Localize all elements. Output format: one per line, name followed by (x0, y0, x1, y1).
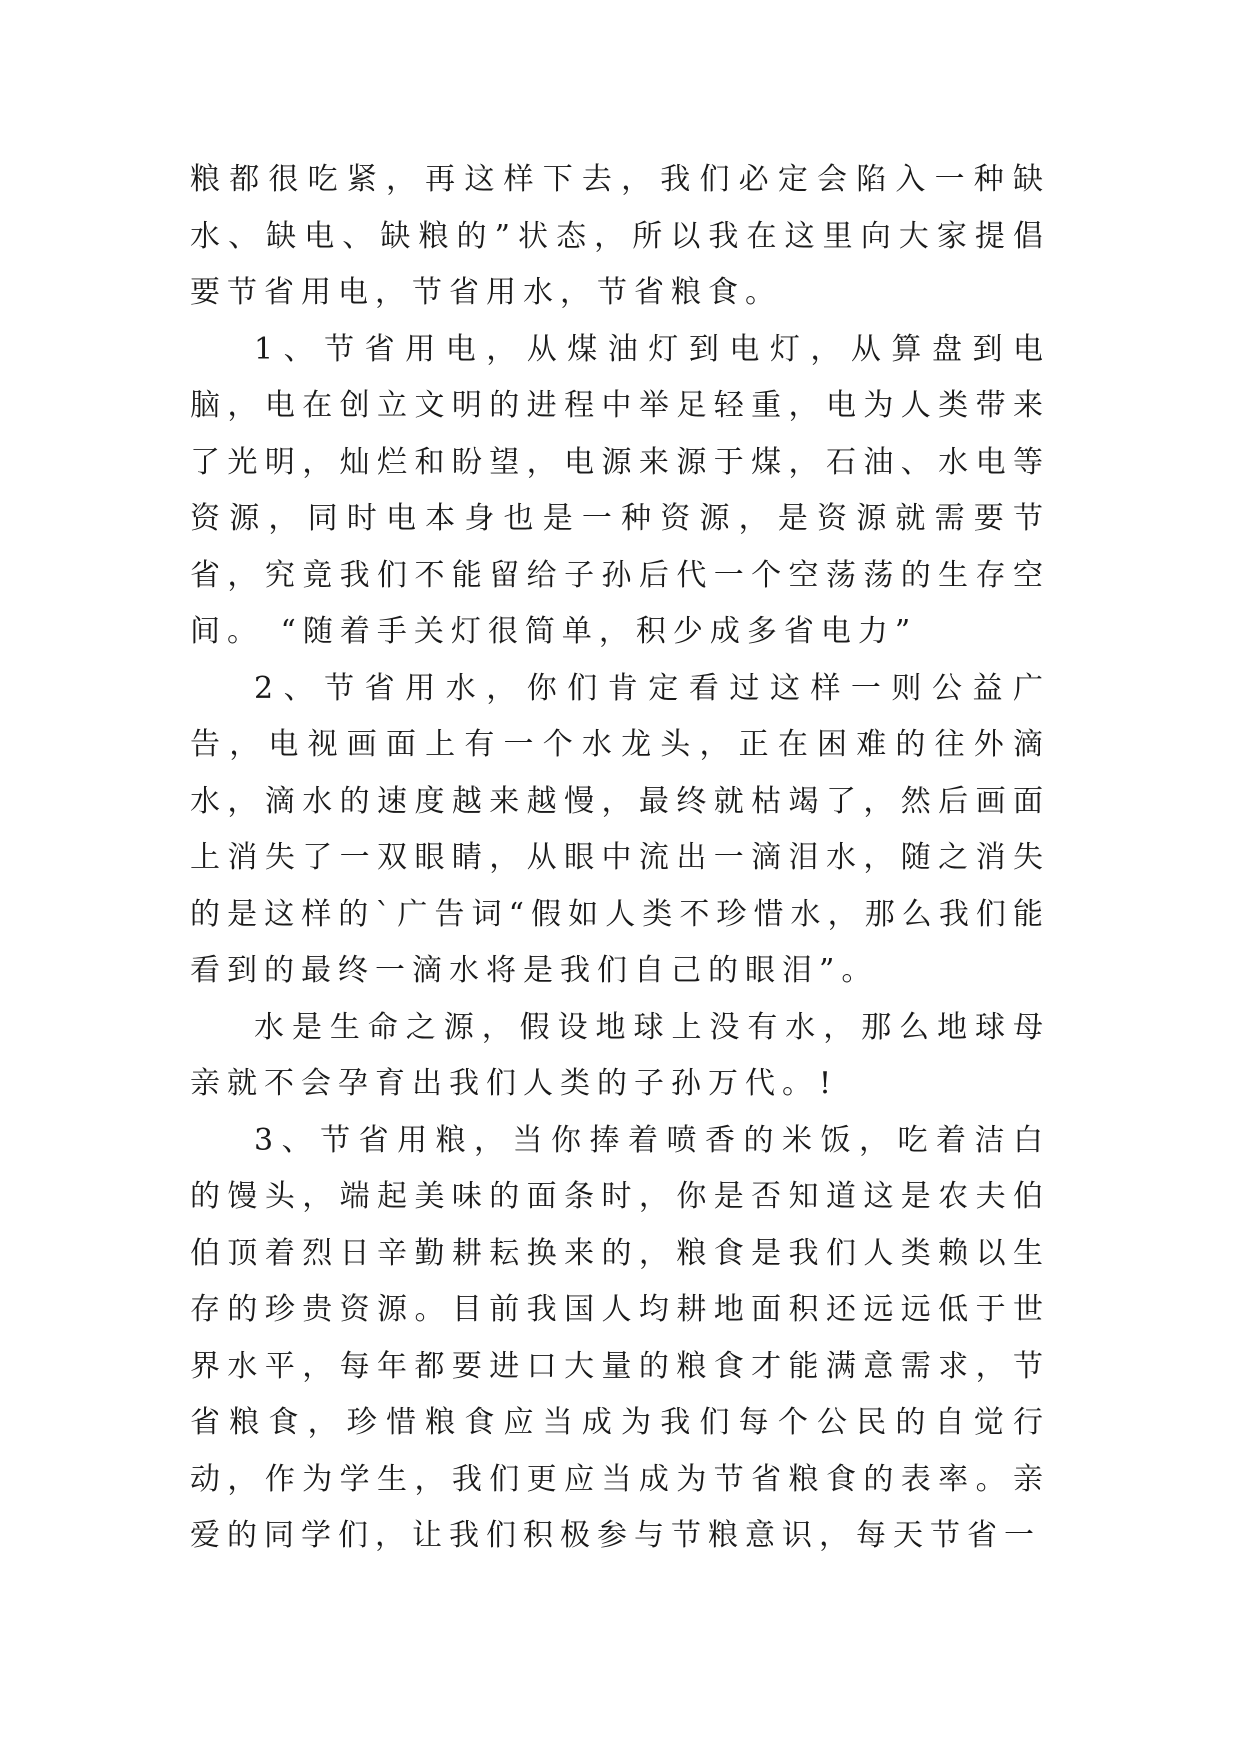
paragraph-save-water: 2、节省用水，你们肯定看过这样一则公益广告，电视画面上有一个水龙头，正在困难的往外滴水，滴水的速度越来越慢，最终就枯竭了，然后画面上消失了一双眼睛，从眼中流出一滴泪水，随之消失的是这样的`广告词“假如人类不珍惜水，那么我们能看到的最终一滴水将是我们自己的眼泪”。 (190, 670, 1050, 988)
paragraph-water-source: 水是生命之源，假设地球上没有水，那么地球母亲就不会孕育出我们人类的子孙万代。! (190, 1009, 1050, 1101)
document-body (190, 152, 1050, 1565)
paragraph-intro: 粮都很吃紧，再这样下去，我们必定会陷入一种缺水、缺电、缺粮的”状态，所以我在这里向大家提倡要节省用电，节省用水，节省粮食。 (190, 162, 1050, 310)
paragraph-save-grain: 3、节省用粮，当你捧着喷香的米饭，吃着洁白的馒头，端起美味的面条时，你是否知道这是农夫伯伯顶着烈日辛勤耕耘换来的，粮食是我们人类赖以生存的珍贵资源。目前我国人均耕地面积还远远低于世界水平，每年都要进口大量的粮食才能满意需求，节省粮食，珍惜粮食应当成为我们每个公民的自觉行动，作为学生，我们更应当成为节省粮食的表率。亲爱的同学们，让我们积极参与节粮意识，每天节省一 (190, 1122, 1050, 1553)
paragraph-save-electricity: 1、节省用电，从煤油灯到电灯，从算盘到电脑，电在创立文明的进程中举足轻重，电为人类带来了光明，灿烂和盼望，电源来源于煤，石油、水电等资源，同时电本身也是一种资源，是资源就需要节省，究竟我们不能留给子孙后代一个空荡荡的生存空间。 “随着手关灯很简单，积少成多省电力” (190, 331, 1050, 649)
